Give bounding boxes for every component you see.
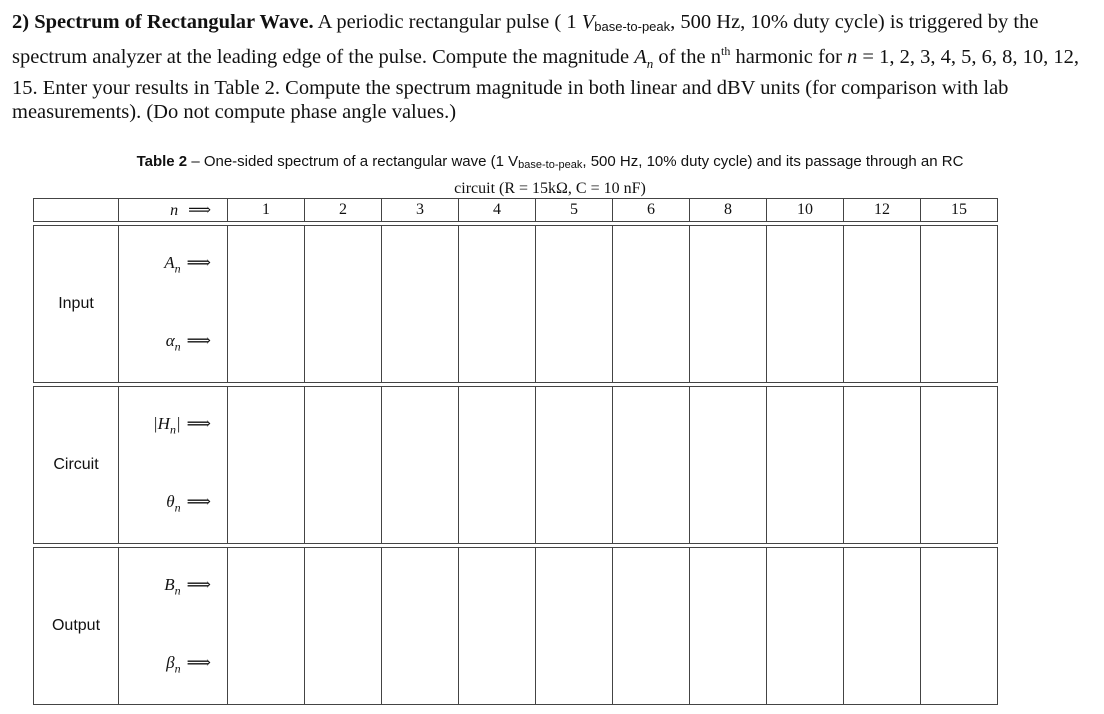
th-superscript: th [720,44,731,58]
caption-line-2: circuit (R = 15kΩ, C = 10 nF) [454,180,646,197]
header-n-cell [119,199,228,222]
input-entry-cell[interactable] [767,226,844,383]
output-entry-cell[interactable] [844,548,921,705]
n-arrow: ⟹ [188,202,211,219]
column-header: 15 [921,199,998,222]
input-entry-cell[interactable] [690,226,767,383]
input-entry-cell[interactable] [921,226,998,383]
table-caption [40,150,1060,200]
circuit-entry-cell[interactable] [382,387,459,544]
caption-subscript: base-to-peak [518,159,583,171]
symbol-beta-n: $\beta_n$ ⟹ [166,653,211,676]
a-subscript: n [646,56,654,72]
input-entry-cell[interactable] [382,226,459,383]
column-header: 8 [690,199,767,222]
circuit-entry-cell[interactable] [305,387,382,544]
circuit-entry-cell[interactable] [459,387,536,544]
symbol-theta-n: $\theta_n$ ⟹ [166,492,211,515]
symbol-cell-output [119,548,228,705]
symbol-a-n: $A_n$ ⟹ [164,253,211,276]
group-label-input: Input [34,226,119,383]
header-row [34,199,998,222]
problem-text-2: , 500 Hz, 10% duty cycle) is triggered by the spectrum analyzer at the leading edge of the pulse. Compute the magnitude [12,11,1039,68]
problem-text-4: harmonic for [730,46,848,68]
input-entry-cell[interactable] [305,226,382,383]
output-entry-cell[interactable] [613,548,690,705]
input-entry-cell[interactable] [844,226,921,383]
output-entry-cell[interactable] [228,548,305,705]
output-entry-cell[interactable] [459,548,536,705]
group-label-output: Output [34,548,119,705]
column-header: 4 [459,199,536,222]
output-entry-cell[interactable] [690,548,767,705]
input-entry-cell[interactable] [613,226,690,383]
circuit-entry-cell[interactable] [767,387,844,544]
column-header: 2 [305,199,382,222]
symbol-cell-input [119,226,228,383]
group-row-output [34,548,998,705]
caption-label: Table 2 [136,153,188,170]
column-header: 10 [767,199,844,222]
v-symbol: V [581,11,595,33]
column-header: 6 [613,199,690,222]
circuit-entry-cell[interactable] [690,387,767,544]
output-entry-cell[interactable] [382,548,459,705]
caption-text-1: – One-sided spectrum of a rectangular wave (1 V [187,153,519,170]
symbol-alpha-n: $\alpha_n$ ⟹ [165,331,211,354]
input-entry-cell[interactable] [536,226,613,383]
circuit-entry-cell[interactable] [613,387,690,544]
input-entry-cell[interactable] [228,226,305,383]
caption-text-2: , 500 Hz, 10% duty cycle) and its passage through an RC [582,153,964,170]
circuit-entry-cell[interactable] [844,387,921,544]
problem-text-5: = 1, 2, 3, 4, 5, 6, 8, 10, 12, 15. Enter your results in Table 2. Compute the spectrum magnitude in both linear and dBV units (for comparison with lab measurements). (Do not compute phase angle values.) [12,46,1079,124]
a-symbol: A [634,46,647,68]
v-subscript: base-to-peak [594,19,671,34]
circuit-entry-cell[interactable] [921,387,998,544]
n-label: n [170,202,179,219]
group-label-circuit: Circuit [34,387,119,544]
column-header: 3 [382,199,459,222]
n-symbol: n [847,46,858,68]
group-row-circuit [34,387,998,544]
circuit-entry-cell[interactable] [228,387,305,544]
output-entry-cell[interactable] [305,548,382,705]
output-entry-cell[interactable] [921,548,998,705]
problem-statement [12,10,1092,124]
header-blank-cell [34,199,119,222]
problem-text-1: A periodic rectangular pulse ( 1 [313,11,582,33]
problem-number: 2) [12,11,30,33]
symbol-b-n: $B_n$ ⟹ [164,575,211,598]
problem-text-3: of the n [653,46,721,68]
caption-line-1 [40,150,1060,177]
problem-title: Spectrum of Rectangular Wave. [34,11,314,33]
column-header: 5 [536,199,613,222]
output-entry-cell[interactable] [536,548,613,705]
symbol-cell-circuit [119,387,228,544]
column-header: 12 [844,199,921,222]
input-entry-cell[interactable] [459,226,536,383]
output-entry-cell[interactable] [767,548,844,705]
group-row-input [34,226,998,383]
spectrum-table [33,198,998,705]
symbol-h-n: $|H_n|$ ⟹ [152,414,211,437]
circuit-entry-cell[interactable] [536,387,613,544]
column-header: 1 [228,199,305,222]
